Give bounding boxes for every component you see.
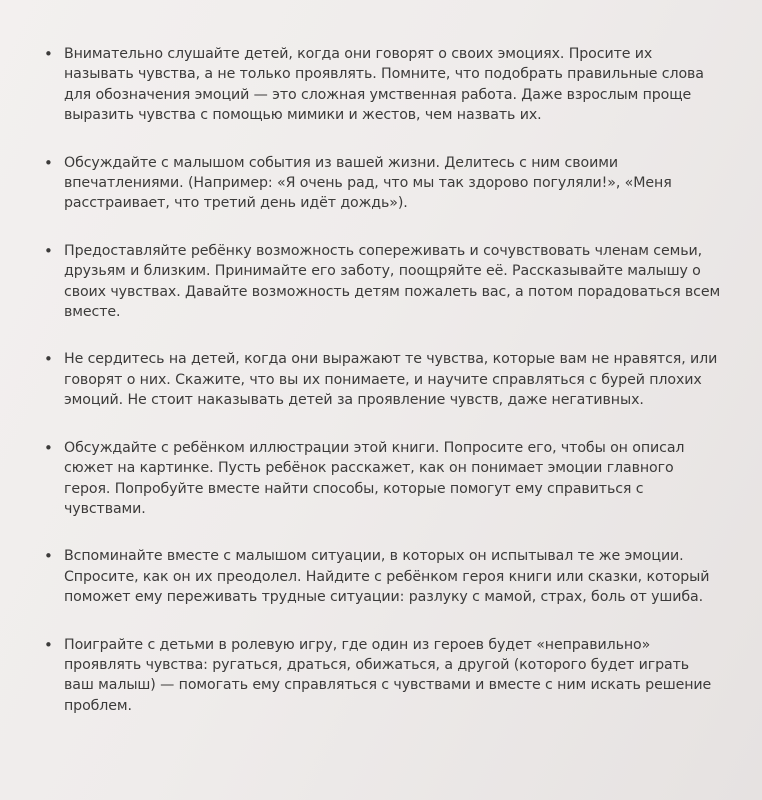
list-item-text: Не сердитесь на детей, когда они выражают те чувства, которые вам не нравятся, или говорят о них. Скажите, что вы их понимаете, и научите справляться с бурей плохих эмоций. Не стоит наказывать детей за проявление чувств, даже негативных. — [64, 351, 718, 409]
bullet-icon: • — [44, 241, 53, 260]
list-item — [40, 153, 722, 214]
list-item-text: Поиграйте с детьми в ролевую игру, где один из героев будет «неправильно» проявлять чувства: ругаться, драться, обижаться, а другой (которого будет играть ваш малыш) — помогать ему справляться с чувствами и вместе с ним искать решение проблем. — [64, 636, 712, 714]
list-item — [40, 635, 722, 717]
list-item — [40, 438, 722, 520]
list-item-text: Обсуждайте с малышом события из вашей жизни. Делитесь с ним своими впечатлениями. (Например: «Я очень рад, что мы так здорово погуляли!», «Меня расстраивает, что третий день идёт дождь»). — [64, 154, 672, 212]
list-item — [40, 546, 722, 607]
list-item — [40, 44, 722, 126]
list-item — [40, 241, 722, 323]
bullet-icon: • — [44, 153, 53, 172]
list-item-text: Предоставляйте ребёнку возможность сопереживать и сочувствовать членам семьи, друзьям и близким. Принимайте его заботу, поощряйте её. Рассказывайте малышу о своих чувствах. Давайте возможность детям пожалеть вас, а потом порадоваться всем вместе. — [64, 242, 721, 321]
bullet-icon: • — [44, 547, 53, 566]
bullet-icon: • — [44, 350, 53, 369]
advice-list — [40, 44, 722, 716]
list-item — [40, 349, 722, 410]
bullet-icon: • — [44, 438, 53, 457]
list-item-text: Обсуждайте с ребёнком иллюстрации этой книги. Попросите его, чтобы он описал сюжет на картинке. Пусть ребёнок расскажет, как он понимает эмоции главного героя. Попробуйте вместе найти способы, которые помогут ему справиться с чувствами. — [64, 439, 685, 517]
bullet-icon: • — [44, 635, 53, 654]
list-item-text: Внимательно слушайте детей, когда они говорят о своих эмоциях. Просите их называть чувства, а не только проявлять. Помните, что подобрать правильные слова для обозначения эмоций — это сложная умственная работа. Даже взрослым проще выразить чувства с помощью мимики и жестов, чем назвать их. — [64, 46, 704, 124]
list-item-text: Вспоминайте вместе с малышом ситуации, в которых он испытывал те же эмоции. Спросите, как он их преодолел. Найдите с ребёнком героя книги или сказки, который поможет ему переживать трудные ситуации: разлуку с мамой, страх, боль от ушиба. — [64, 548, 710, 606]
bullet-icon: • — [44, 45, 53, 63]
